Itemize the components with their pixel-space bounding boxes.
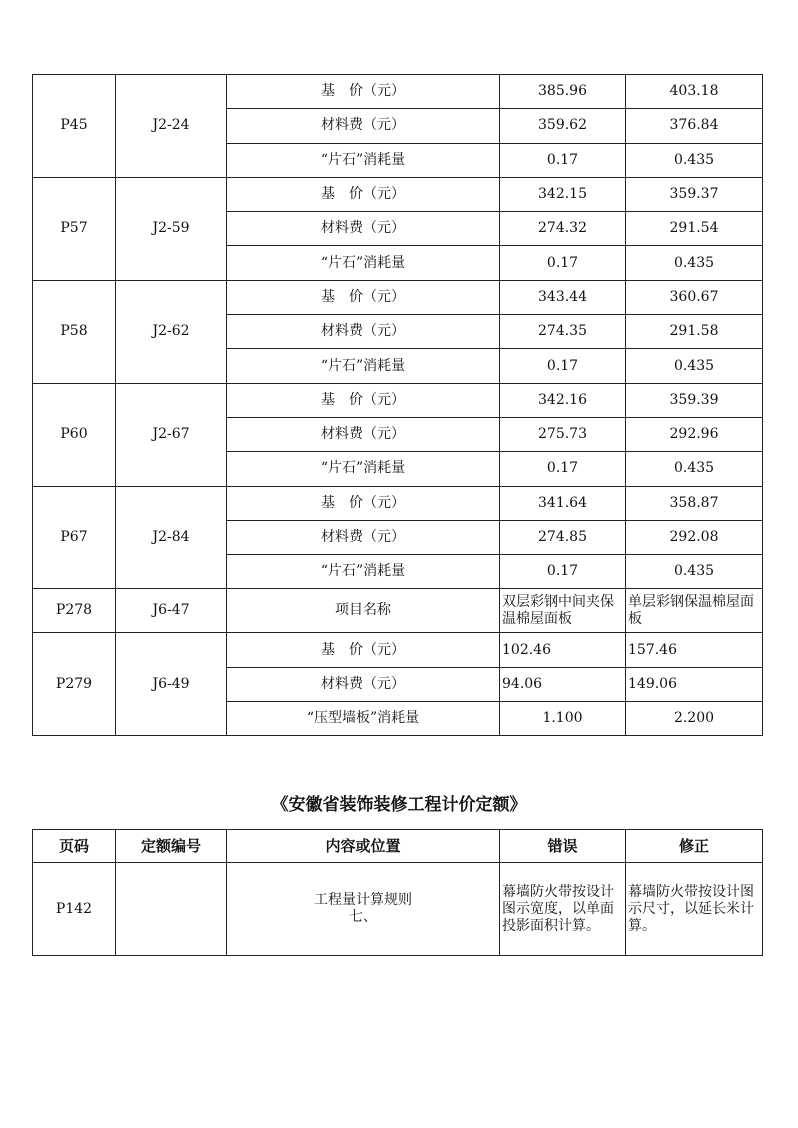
- label-cell: “片石”消耗量: [227, 246, 500, 280]
- error-value-cell: 0.17: [500, 452, 626, 486]
- fix-value-cell: 0.435: [626, 246, 763, 280]
- label-cell: “片石”消耗量: [227, 143, 500, 177]
- header-code: 定额编号: [116, 830, 227, 863]
- code-cell: J2-84: [116, 486, 227, 589]
- header-error: 错误: [500, 830, 626, 863]
- fix-value-cell: 359.39: [626, 383, 763, 417]
- fix-value-cell: 292.96: [626, 417, 763, 451]
- table-row: [33, 280, 763, 314]
- label-cell: 材料费（元）: [227, 212, 500, 246]
- page-cell: P278: [33, 589, 116, 633]
- label-cell: “压型墙板”消耗量: [227, 702, 500, 736]
- table-row: [33, 633, 763, 667]
- fix-value-cell: 358.87: [626, 486, 763, 520]
- errata-table-decoration: [32, 829, 763, 956]
- page-cell: P67: [33, 486, 116, 589]
- label-cell: 材料费（元）: [227, 667, 500, 701]
- page-cell: P142: [33, 863, 116, 956]
- fix-value-cell: 0.435: [626, 452, 763, 486]
- section-title: 《安徽省装饰装修工程计价定额》: [271, 795, 527, 815]
- label-cell: 材料费（元）: [227, 315, 500, 349]
- label-cell: 基 价（元）: [227, 280, 500, 314]
- code-cell: J6-47: [116, 589, 227, 633]
- label-cell: 材料费（元）: [227, 109, 500, 143]
- fix-value-cell: 0.435: [626, 555, 763, 589]
- label-cell: 项目名称: [227, 589, 500, 633]
- error-value-cell: 385.96: [500, 75, 626, 109]
- error-value-cell: 274.35: [500, 315, 626, 349]
- page-cell: P45: [33, 75, 116, 178]
- error-cell: 幕墙防火带按设计图示宽度，以单面投影面积计算。: [500, 863, 626, 956]
- fix-value-cell: 291.54: [626, 212, 763, 246]
- content-cell: [227, 863, 500, 956]
- fix-cell: 幕墙防火带按设计图示尺寸，以延长米计算。: [626, 863, 763, 956]
- label-cell: 材料费（元）: [227, 417, 500, 451]
- label-cell: 基 价（元）: [227, 633, 500, 667]
- fix-value-cell: 2.200: [626, 702, 763, 736]
- label-cell: “片石”消耗量: [227, 555, 500, 589]
- error-value-cell: 0.17: [500, 246, 626, 280]
- page-cell: P57: [33, 177, 116, 280]
- label-cell: 基 价（元）: [227, 75, 500, 109]
- code-cell: [116, 863, 227, 956]
- error-value-cell: 0.17: [500, 349, 626, 383]
- error-value-cell: 342.16: [500, 383, 626, 417]
- content-line-2: 七、: [349, 909, 377, 925]
- code-cell: J2-59: [116, 177, 227, 280]
- fix-value-cell: 0.435: [626, 349, 763, 383]
- table-row: [33, 383, 763, 417]
- error-value-cell: 1.100: [500, 702, 626, 736]
- fix-value-cell: 单层彩钢保温棉屋面板: [626, 589, 763, 633]
- error-value-cell: 342.15: [500, 177, 626, 211]
- error-value-cell: 102.46: [500, 633, 626, 667]
- label-cell: 基 价（元）: [227, 383, 500, 417]
- label-cell: 基 价（元）: [227, 486, 500, 520]
- page-cell: P58: [33, 280, 116, 383]
- header-content: 内容或位置: [227, 830, 500, 863]
- fix-value-cell: 359.37: [626, 177, 763, 211]
- fix-value-cell: 360.67: [626, 280, 763, 314]
- header-row: [33, 830, 763, 863]
- page-cell: P60: [33, 383, 116, 486]
- label-cell: “片石”消耗量: [227, 452, 500, 486]
- error-value-cell: 341.64: [500, 486, 626, 520]
- table-row: [33, 486, 763, 520]
- label-cell: 基 价（元）: [227, 177, 500, 211]
- table-row: [33, 589, 763, 633]
- fix-value-cell: 292.08: [626, 520, 763, 554]
- fix-value-cell: 403.18: [626, 75, 763, 109]
- table-row: [33, 177, 763, 211]
- code-cell: J2-24: [116, 75, 227, 178]
- error-value-cell: 94.06: [500, 667, 626, 701]
- table-row: [33, 863, 763, 956]
- fix-value-cell: 376.84: [626, 109, 763, 143]
- error-value-cell: 274.32: [500, 212, 626, 246]
- fix-value-cell: 149.06: [626, 667, 763, 701]
- error-value-cell: 343.44: [500, 280, 626, 314]
- error-value-cell: 双层彩钢中间夹保温棉屋面板: [500, 589, 626, 633]
- table-row: [33, 75, 763, 109]
- content-line-1: 工程量计算规则: [314, 892, 412, 908]
- fix-value-cell: 157.46: [626, 633, 763, 667]
- label-cell: “片石”消耗量: [227, 349, 500, 383]
- error-value-cell: 0.17: [500, 555, 626, 589]
- code-cell: J2-67: [116, 383, 227, 486]
- header-fix: 修正: [626, 830, 763, 863]
- errata-table-main: [32, 74, 763, 736]
- page-cell: P279: [33, 633, 116, 736]
- header-page: 页码: [33, 830, 116, 863]
- error-value-cell: 359.62: [500, 109, 626, 143]
- code-cell: J6-49: [116, 633, 227, 736]
- error-value-cell: 0.17: [500, 143, 626, 177]
- error-value-cell: 274.85: [500, 520, 626, 554]
- error-value-cell: 275.73: [500, 417, 626, 451]
- label-cell: 材料费（元）: [227, 520, 500, 554]
- code-cell: J2-62: [116, 280, 227, 383]
- fix-value-cell: 0.435: [626, 143, 763, 177]
- fix-value-cell: 291.58: [626, 315, 763, 349]
